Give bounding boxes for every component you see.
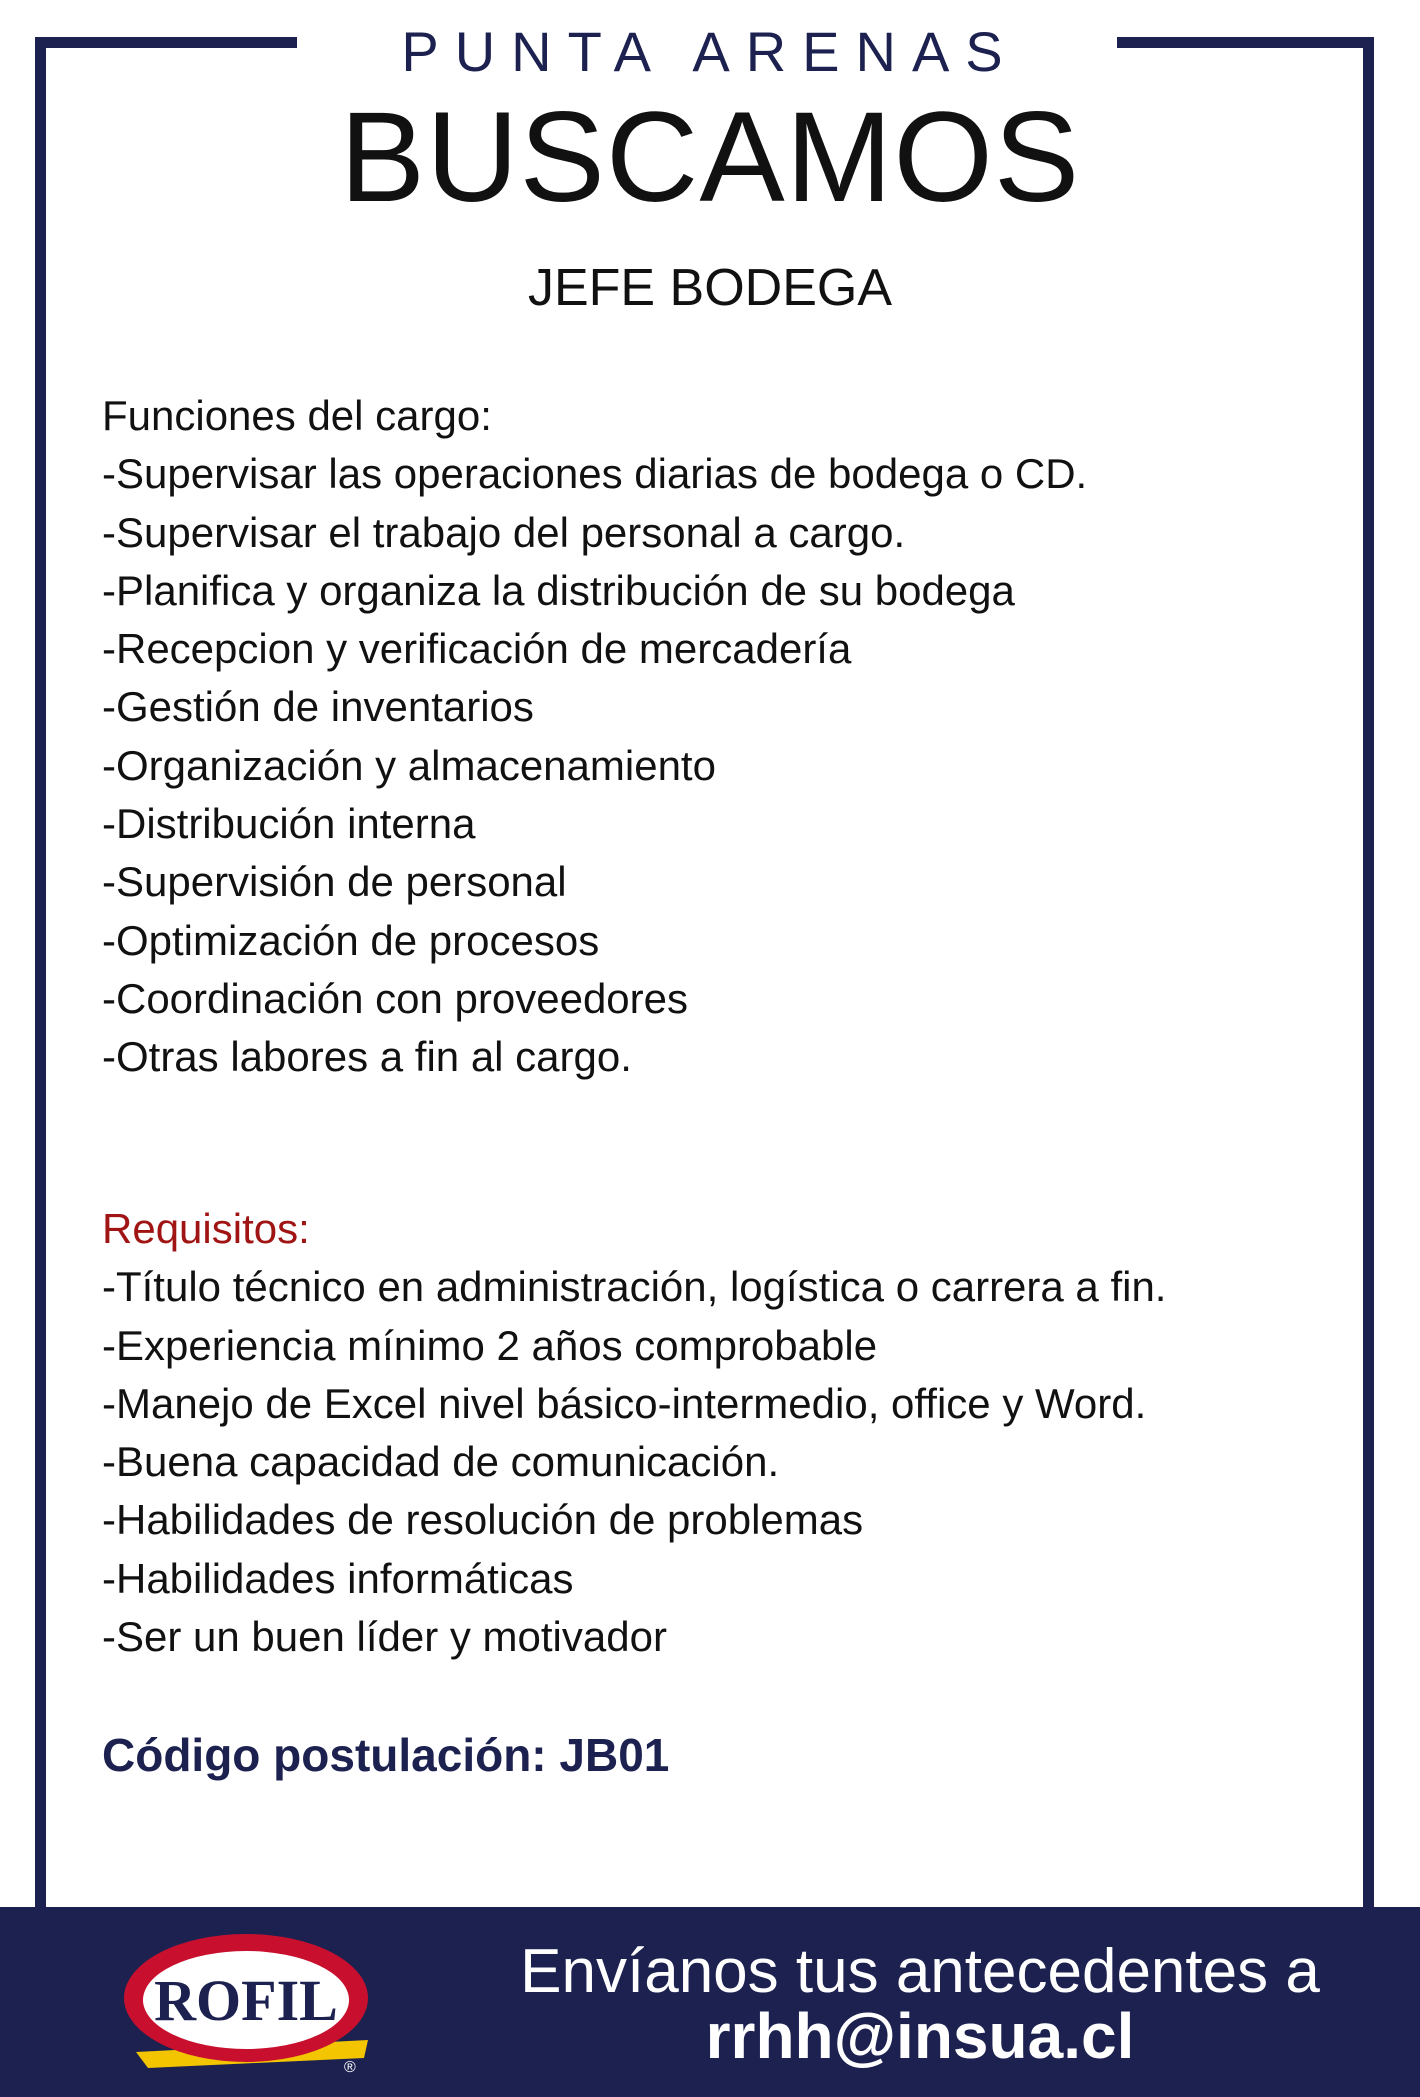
rofil-logo — [118, 1922, 380, 2082]
requirements-section — [102, 1200, 1332, 1666]
requirement-item: -Título técnico en administración, logística o carrera a fin. — [102, 1263, 1167, 1311]
function-item: -Supervisar el trabajo del personal a cargo. — [102, 508, 906, 556]
cta-text: Envíanos tus antecedentes a — [520, 1937, 1320, 2006]
function-item: -Coordinación con proveedores — [102, 974, 689, 1022]
headline: BUSCAMOS — [339, 86, 1081, 229]
function-item: -Gestión de inventarios — [102, 683, 534, 731]
contact-email[interactable]: rrhh@insua.cl — [705, 2000, 1135, 2072]
requirements-title: Requisitos: — [102, 1205, 310, 1252]
functions-section — [102, 387, 1332, 1087]
function-item: -Recepcion y verificación de mercadería — [102, 625, 852, 673]
function-item: -Optimización de procesos — [102, 916, 600, 964]
requirement-item: -Experiencia mínimo 2 años comprobable — [102, 1321, 878, 1369]
functions-title: Funciones del cargo: — [102, 392, 492, 439]
logo-text: ROFIL — [154, 1968, 338, 2033]
function-item: -Supervisar las operaciones diarias de bodega o CD. — [102, 450, 1088, 498]
call-to-action — [470, 1937, 1370, 2072]
city-label: PUNTA ARENAS — [401, 20, 1019, 83]
function-item: -Planifica y organiza la distribución de su bodega — [102, 566, 1015, 614]
application-code: Código postulación: JB01 — [102, 1729, 670, 1781]
function-item: -Organización y almacenamiento — [102, 741, 716, 789]
function-item: -Distribución interna — [102, 800, 476, 848]
function-item: -Supervisión de personal — [102, 858, 567, 906]
function-item: -Otras labores a fin al cargo. — [102, 1033, 632, 1081]
requirement-item: -Buena capacidad de comunicación. — [102, 1438, 780, 1486]
job-title: JEFE BODEGA — [527, 259, 893, 317]
requirement-item: -Habilidades de resolución de problemas — [102, 1496, 864, 1544]
requirement-item: -Habilidades informáticas — [102, 1554, 574, 1602]
requirement-item: -Manejo de Excel nivel básico-intermedio, office y Word. — [102, 1379, 1147, 1427]
logo-registered-mark: ® — [344, 2059, 356, 2076]
requirement-item: -Ser un buen líder y motivador — [102, 1613, 667, 1661]
